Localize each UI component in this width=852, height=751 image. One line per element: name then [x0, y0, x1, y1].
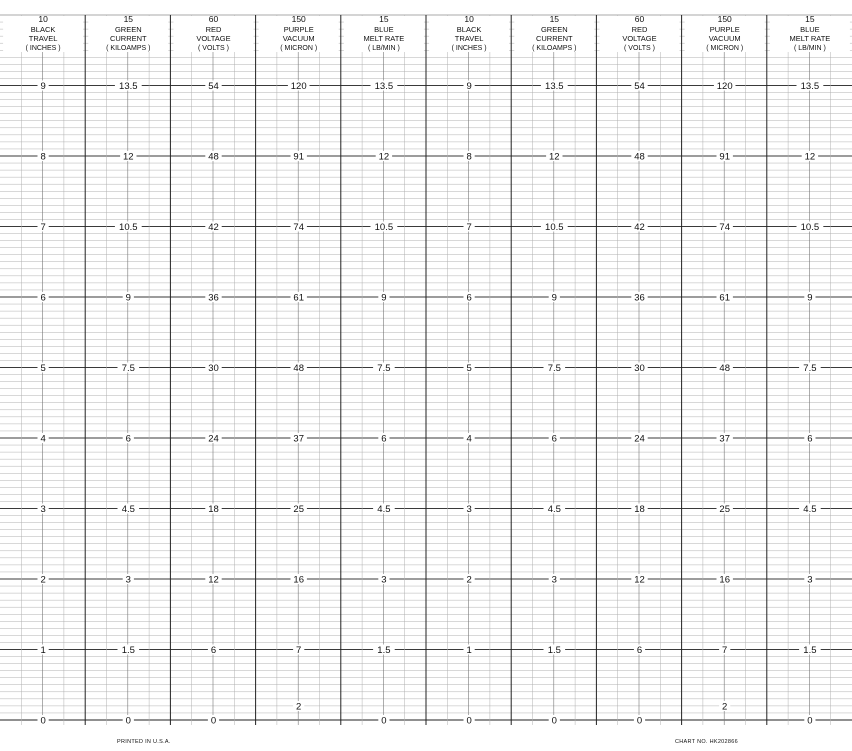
tick-label: 30	[208, 362, 219, 374]
header-quantity: VOLTAGE	[196, 34, 231, 43]
tick-label: 12	[634, 574, 645, 586]
header-color-name: PURPLE	[283, 25, 314, 34]
tick-label: 6	[551, 433, 557, 445]
tick-label: 9	[551, 292, 557, 304]
header-color-name: GREEN	[540, 25, 568, 34]
tick-label: 42	[634, 221, 645, 233]
tick-label: 3	[807, 574, 813, 586]
header-max-value: 150	[717, 14, 732, 24]
tick-label: 2	[40, 574, 46, 586]
header-max-value: 150	[291, 14, 306, 24]
header-max-value: 15	[123, 14, 134, 24]
tick-label: 4	[466, 433, 472, 445]
column-header	[429, 14, 509, 52]
header-quantity: TRAVEL	[28, 34, 58, 43]
tick-label: 16	[293, 574, 304, 586]
tick-label: 25	[719, 503, 730, 515]
tick-label: 48	[719, 362, 730, 374]
header-unit: ( VOLTS )	[624, 45, 655, 52]
tick-label: 74	[719, 221, 730, 233]
tick-label: 8	[466, 151, 472, 163]
tick-label: 2	[722, 701, 728, 713]
tick-label: 54	[634, 80, 645, 92]
tick-label: 10.5	[119, 221, 138, 233]
tick-label: 2	[466, 574, 472, 586]
tick-label: 3	[40, 503, 46, 515]
header-max-value: 60	[634, 14, 645, 24]
header-quantity: VACUUM	[708, 34, 741, 43]
tick-label: 9	[381, 292, 387, 304]
header-quantity: VOLTAGE	[622, 34, 657, 43]
tick-label: 24	[208, 433, 219, 445]
tick-label: 7	[722, 644, 728, 656]
header-unit: ( INCHES )	[451, 45, 487, 52]
tick-label: 4.5	[547, 503, 561, 515]
tick-label: 12	[378, 151, 390, 163]
header-max-value: 15	[379, 14, 389, 24]
column-header	[685, 14, 765, 52]
column-header	[174, 14, 254, 52]
tick-label: 16	[719, 574, 730, 586]
tick-label: 1.5	[547, 644, 561, 656]
tick-label: 30	[634, 362, 645, 374]
tick-label: 12	[123, 151, 134, 163]
tick-label: 0	[807, 715, 813, 727]
header-max-value: 10	[464, 14, 474, 24]
tick-label: 36	[208, 292, 219, 304]
tick-label: 9	[40, 80, 46, 92]
header-unit: ( KILOAMPS )	[532, 45, 577, 52]
header-quantity: CURRENT	[535, 34, 573, 43]
tick-label: 54	[208, 80, 219, 92]
header-color-name: RED	[205, 25, 222, 34]
tick-label: 37	[293, 433, 304, 445]
header-color-name: RED	[631, 25, 648, 34]
tick-label: 10.5	[800, 221, 820, 233]
header-quantity: MELT RATE	[789, 34, 831, 43]
tick-label: 0	[636, 715, 643, 727]
header-max-value: 15	[805, 14, 815, 24]
header-unit: ( KILOAMPS )	[106, 45, 151, 52]
tick-label: 7	[466, 221, 472, 233]
tick-label: 37	[719, 433, 730, 445]
tick-label: 61	[293, 292, 304, 304]
header-quantity: TRAVEL	[454, 34, 484, 43]
tick-label: 6	[636, 644, 643, 656]
tick-label: 4.5	[121, 503, 135, 515]
tick-label: 12	[804, 151, 816, 163]
tick-label: 1.5	[803, 644, 817, 656]
tick-label: 42	[208, 221, 219, 233]
header-quantity: VACUUM	[282, 34, 315, 43]
tick-label: 0	[40, 715, 46, 727]
tick-label: 0	[210, 715, 217, 727]
tick-label: 4	[40, 433, 46, 445]
header-unit: ( LB/MIN )	[793, 45, 826, 52]
tick-label: 1	[40, 644, 46, 656]
header-color-name: BLUE	[374, 25, 394, 34]
tick-label: 10.5	[374, 221, 394, 233]
header-max-value: 60	[208, 14, 219, 24]
tick-label: 48	[293, 362, 304, 374]
tick-label: 91	[293, 151, 304, 163]
tick-label: 13.5	[374, 80, 394, 92]
tick-label: 5	[40, 362, 46, 374]
printed-in-usa-note: PRINTED IN U.S.A.	[117, 739, 171, 745]
tick-label: 0	[381, 715, 387, 727]
header-max-value: 10	[38, 14, 48, 24]
header-unit: ( MICRON )	[706, 45, 744, 52]
header-quantity: MELT RATE	[363, 34, 405, 43]
header-unit: ( VOLTS )	[198, 45, 229, 52]
tick-label: 10.5	[545, 221, 564, 233]
tick-label: 12	[208, 574, 219, 586]
tick-label: 7	[296, 644, 302, 656]
header-color-name: PURPLE	[709, 25, 740, 34]
chart-number: CHART NO. HK202866	[675, 739, 738, 745]
column-header	[770, 14, 850, 52]
tick-label: 7	[40, 221, 46, 233]
tick-label: 6	[210, 644, 217, 656]
tick-label: 18	[208, 503, 219, 515]
tick-label: 8	[40, 151, 46, 163]
tick-label: 1	[466, 644, 472, 656]
tick-label: 3	[125, 574, 131, 586]
column-header	[3, 14, 83, 52]
header-unit: ( MICRON )	[280, 45, 318, 52]
tick-label: 24	[634, 433, 645, 445]
header-unit: ( LB/MIN )	[367, 45, 400, 52]
tick-label: 7.5	[547, 362, 561, 374]
tick-label: 48	[208, 151, 219, 163]
header-color-name: BLUE	[800, 25, 820, 34]
tick-label: 61	[719, 292, 730, 304]
column-header	[344, 14, 424, 52]
tick-label: 13.5	[119, 80, 138, 92]
tick-label: 12	[549, 151, 560, 163]
tick-label: 1.5	[377, 644, 391, 656]
tick-label: 48	[634, 151, 645, 163]
tick-label: 120	[290, 80, 307, 92]
tick-label: 2	[296, 701, 302, 713]
tick-label: 9	[807, 292, 813, 304]
tick-label: 1.5	[121, 644, 135, 656]
tick-label: 0	[466, 715, 472, 727]
header-unit: ( INCHES )	[25, 45, 61, 52]
tick-label: 13.5	[800, 80, 820, 92]
tick-label: 6	[125, 433, 131, 445]
tick-label: 7.5	[121, 362, 135, 374]
tick-label: 3	[551, 574, 557, 586]
header-color-name: BLACK	[30, 25, 56, 34]
column-header	[600, 14, 680, 52]
tick-label: 36	[634, 292, 645, 304]
header-quantity: CURRENT	[109, 34, 147, 43]
column-header	[259, 14, 339, 52]
tick-label: 25	[293, 503, 304, 515]
tick-label: 13.5	[545, 80, 564, 92]
tick-label: 6	[466, 292, 472, 304]
tick-label: 5	[466, 362, 472, 374]
column-header	[514, 14, 594, 52]
tick-label: 74	[293, 221, 304, 233]
tick-label: 0	[551, 715, 557, 727]
tick-label: 6	[381, 433, 387, 445]
header-max-value: 15	[549, 14, 560, 24]
tick-label: 3	[466, 503, 472, 515]
header-color-name: GREEN	[114, 25, 142, 34]
tick-label: 6	[40, 292, 46, 304]
column-header	[88, 14, 168, 52]
tick-label: 4.5	[803, 503, 817, 515]
tick-label: 91	[719, 151, 730, 163]
tick-label: 9	[125, 292, 131, 304]
header-color-name: BLACK	[456, 25, 482, 34]
tick-label: 9	[466, 80, 472, 92]
tick-label: 120	[716, 80, 733, 92]
tick-label: 3	[381, 574, 387, 586]
tick-label: 18	[634, 503, 645, 515]
tick-label: 0	[125, 715, 131, 727]
tick-label: 6	[807, 433, 813, 445]
tick-label: 7.5	[803, 362, 817, 374]
tick-label: 7.5	[377, 362, 391, 374]
tick-label: 4.5	[377, 503, 391, 515]
